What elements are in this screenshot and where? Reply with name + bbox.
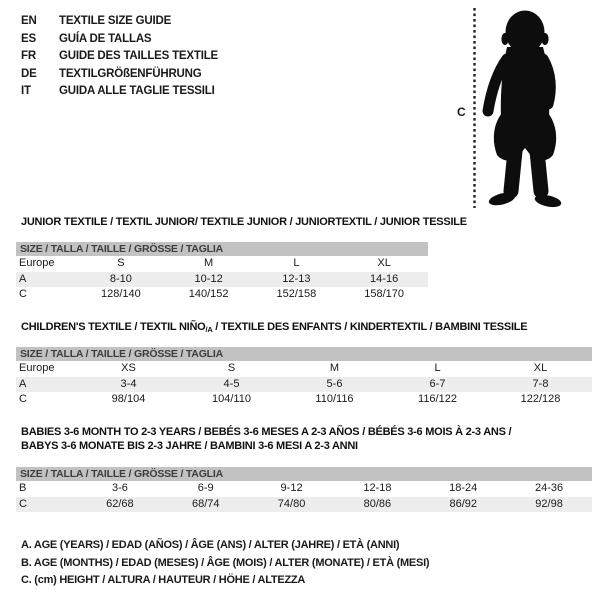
language-title: GUÍA DE TALLAS	[59, 32, 152, 45]
table-cell: 116/122	[418, 393, 457, 405]
size-header-bar: SIZE / TALLA / TAILLE / GRÖSSE / TAGLIA	[16, 347, 592, 361]
table-cell: L	[293, 257, 300, 269]
table-cell: 12-13	[282, 272, 311, 285]
table-cell: 68/74	[191, 497, 220, 510]
language-code: IT	[21, 85, 31, 97]
table-row	[16, 361, 592, 377]
table-cell: XS	[121, 362, 136, 374]
table-cell: 62/68	[106, 497, 134, 510]
row-label: Europe	[19, 362, 55, 374]
table-cell: M	[204, 257, 214, 269]
table-cell: 12-18	[363, 482, 392, 494]
junior-size-table	[16, 242, 428, 303]
size-header-bar: SIZE / TALLA / TAILLE / GRÖSSE / TAGLIA	[16, 242, 428, 256]
table-cell: 152/158	[276, 288, 317, 300]
table-row	[16, 272, 428, 288]
table-cell: 10-12	[194, 272, 223, 285]
table-cell: 140/152	[188, 288, 229, 300]
table-cell: 4-5	[223, 377, 240, 390]
size-header-bar: SIZE / TALLA / TAILLE / GRÖSSE / TAGLIA	[16, 467, 592, 481]
children-size-table	[16, 347, 592, 408]
table-cell: 158/170	[364, 288, 404, 300]
row-label: C	[19, 288, 27, 300]
table-cell: S	[227, 362, 236, 374]
language-title: GUIDE DES TAILLES TEXTILE	[59, 50, 218, 62]
table-cell: 9-12	[280, 482, 303, 494]
row-label: A	[19, 272, 27, 285]
table-row	[16, 481, 592, 497]
table-cell: 128/140	[100, 288, 141, 300]
children-title-post: / TEXTILE DES ENFANTS / KINDERTEXTIL / BAMBINI TESSILE	[212, 321, 528, 333]
row-label: B	[19, 482, 27, 494]
table-cell: L	[434, 362, 441, 374]
language-code: DE	[21, 67, 37, 80]
footnote-a: A. AGE (YEARS) / EDAD (AÑOS) / ÂGE (ANS) / ALTER (JAHRE) / ETÀ (ANNI)	[21, 539, 400, 551]
row-label: C	[19, 497, 27, 510]
toddler-silhouette-icon	[455, 5, 597, 215]
table-row	[16, 392, 592, 408]
table-cell: 110/116	[315, 393, 354, 405]
row-label: A	[19, 377, 27, 390]
children-title-pre: CHILDREN'S TEXTILE / TEXTIL NIÑO	[21, 321, 206, 333]
language-code: FR	[21, 50, 36, 62]
table-row	[16, 497, 592, 513]
row-label: C	[19, 393, 27, 405]
language-row	[21, 48, 218, 66]
table-cell: 14-16	[370, 272, 399, 285]
table-cell: 104/110	[212, 393, 251, 405]
table-cell: 7-8	[532, 377, 549, 390]
language-row	[21, 31, 218, 49]
table-cell: 3-6	[111, 482, 128, 494]
footnote-b: B. AGE (MONTHS) / EDAD (MESES) / ÂGE (MOIS) / ALTER (MONATE) / ETÀ (MESI)	[21, 556, 430, 569]
babies-table-title-line1: BABIES 3-6 MONTH TO 2-3 YEARS / BEBÉS 3-6 MESES A 2-3 AÑOS / BÉBÉS 3-6 MOIS À 2-3 ANS /	[21, 426, 512, 438]
height-measure-label: C	[457, 105, 466, 119]
language-title: TEXTILGRÖßENFÜHRUNG	[59, 67, 202, 80]
language-row	[21, 83, 218, 101]
language-title-list	[21, 13, 218, 101]
table-cell: 5-6	[326, 377, 343, 390]
table-cell: 80/86	[363, 497, 392, 510]
table-cell: S	[117, 257, 125, 269]
table-row	[16, 287, 428, 303]
table-cell: 6-7	[429, 377, 446, 390]
table-cell: 86/92	[449, 497, 477, 510]
table-cell: 3-4	[120, 377, 137, 390]
footnote-legend	[21, 537, 429, 590]
table-cell: XL	[533, 362, 548, 374]
row-label: Europe	[19, 257, 55, 269]
junior-table-title: JUNIOR TEXTILE / TEXTIL JUNIOR/ TEXTILE JUNIOR / JUNIORTEXTIL / JUNIOR TESSILE	[21, 216, 467, 228]
language-row	[21, 13, 218, 31]
table-row	[16, 256, 428, 272]
table-cell: 24-36	[534, 482, 564, 494]
table-cell: 6-9	[197, 482, 214, 494]
table-cell: 92/98	[535, 497, 563, 510]
table-cell: 98/104	[111, 393, 146, 405]
babies-size-table	[16, 467, 592, 512]
language-code: ES	[21, 32, 36, 45]
babies-table-title-line2: BABYS 3-6 MONATE BIS 2-3 JAHRE / BAMBINI 3-6 MESI A 2-3 ANNI	[21, 440, 358, 452]
height-figure	[455, 5, 597, 215]
table-cell: XL	[377, 257, 391, 269]
table-cell: 8-10	[109, 272, 132, 285]
language-code: EN	[21, 15, 37, 27]
table-cell: M	[329, 362, 340, 374]
children-table-title	[21, 321, 527, 334]
table-cell: 74/80	[277, 497, 306, 510]
table-row	[16, 377, 592, 393]
table-cell: 122/128	[520, 393, 561, 405]
footnote-c: C. (cm) HEIGHT / ALTURA / HAUTEUR / HÖHE / ALTEZZA	[21, 574, 306, 586]
table-cell: 18-24	[449, 482, 478, 494]
language-row	[21, 66, 218, 84]
language-title: GUIDA ALLE TAGLIE TESSILI	[59, 85, 215, 97]
children-title-subscript: /A	[205, 325, 213, 334]
language-title: TEXTILE SIZE GUIDE	[59, 15, 172, 27]
